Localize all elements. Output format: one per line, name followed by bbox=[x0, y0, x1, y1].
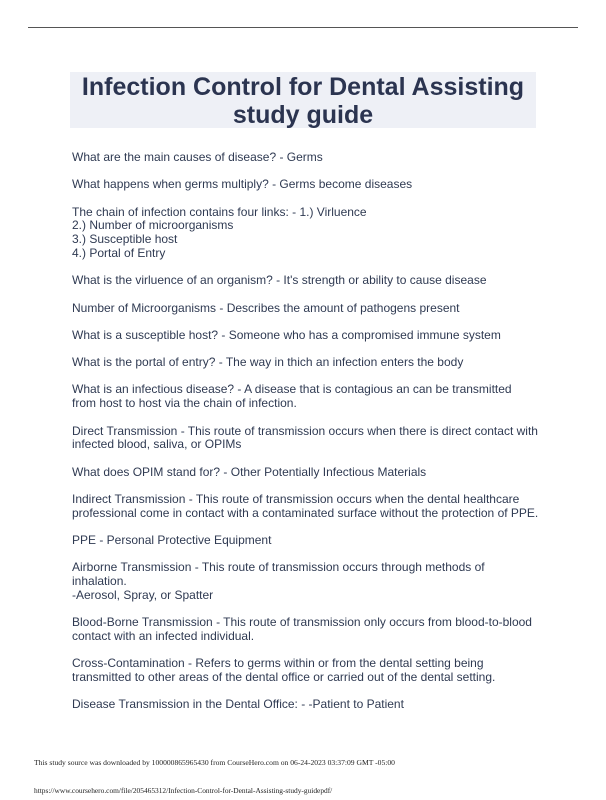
qa-line: What is an infectious disease? - A disease that is contagious an can be transmitted bbox=[72, 382, 512, 397]
top-rule bbox=[28, 27, 578, 28]
qa-entry bbox=[72, 616, 542, 644]
qa-entry bbox=[72, 206, 542, 261]
qa-line: from host to host via the chain of infection. bbox=[72, 396, 297, 411]
qa-entry bbox=[72, 356, 542, 370]
qa-line: What is a susceptible host? - Someone who has a compromised immune system bbox=[72, 327, 501, 342]
qa-line: 2.) Number of microorganisms bbox=[72, 218, 234, 233]
qa-entry bbox=[72, 698, 542, 712]
qa-line: Number of Microorganisms - Describes the amount of pathogens present bbox=[72, 300, 460, 315]
qa-line: inhalation. bbox=[72, 574, 127, 589]
qa-line: Indirect Transmission - This route of transmission occurs when the dental healthcare bbox=[72, 491, 520, 506]
qa-line: Direct Transmission - This route of transmission occurs when there is direct contact with bbox=[72, 423, 538, 438]
qa-line: contact with an infected individual. bbox=[72, 629, 255, 644]
title-line-1: Infection Control for Dental Assisting bbox=[81, 73, 525, 101]
qa-line: Airborne Transmission - This route of transmission occurs through methods of bbox=[72, 560, 485, 575]
qa-entry bbox=[72, 178, 542, 192]
qa-entry bbox=[72, 534, 542, 548]
qa-line: Blood-Borne Transmission - This route of transmission only occurs from blood-to-blood bbox=[72, 615, 532, 630]
qa-entry bbox=[72, 657, 542, 685]
download-source-note: This study source was downloaded by 100000865965430 from CourseHero.com on 06-24-2023 03:37:09 GMT -05:00 bbox=[34, 758, 395, 767]
title-line-2: study guide bbox=[232, 101, 374, 129]
qa-line: What is the portal of entry? - The way in thich an infection enters the body bbox=[72, 355, 464, 370]
qa-entry bbox=[72, 493, 542, 521]
qa-entry bbox=[72, 561, 542, 602]
qa-line: Cross-Contamination - Refers to germs within or from the dental setting being bbox=[72, 656, 484, 671]
study-guide-content bbox=[72, 151, 542, 726]
qa-entry bbox=[72, 425, 542, 453]
qa-line: professional come in contact with a contaminated surface without the protection of PPE. bbox=[72, 505, 539, 520]
qa-line: What is the virluence of an organism? - It's strength or ability to cause disease bbox=[72, 273, 487, 288]
qa-line: What are the main causes of disease? - Germs bbox=[72, 150, 323, 164]
qa-line: 4.) Portal of Entry bbox=[72, 245, 166, 260]
qa-line: 3.) Susceptible host bbox=[72, 232, 178, 247]
qa-entry bbox=[72, 302, 542, 316]
qa-line: -Aerosol, Spray, or Spatter bbox=[72, 587, 214, 602]
qa-entry bbox=[72, 274, 542, 288]
qa-line: Disease Transmission in the Dental Office: - -Patient to Patient bbox=[72, 697, 404, 712]
qa-entry bbox=[72, 329, 542, 343]
qa-line: PPE - Personal Protective Equipment bbox=[72, 533, 272, 548]
qa-entry bbox=[72, 151, 542, 165]
qa-line: transmitted to other areas of the dental office or carried out of the dental setting. bbox=[72, 670, 496, 685]
source-url: https://www.coursehero.com/file/205465312/Infection-Control-for-Dental-Assisting-study-guidepdf/ bbox=[34, 786, 333, 795]
qa-entry bbox=[72, 466, 542, 480]
qa-line: infected blood, saliva, or OPIMs bbox=[72, 437, 242, 452]
qa-line: What happens when germs multiply? - Germs become diseases bbox=[72, 177, 413, 192]
qa-line: The chain of infection contains four links: - 1.) Virluence bbox=[72, 204, 367, 219]
qa-line: What does OPIM stand for? - Other Potentially Infectious Materials bbox=[72, 464, 427, 479]
title-box bbox=[70, 72, 536, 128]
qa-entry bbox=[72, 383, 542, 411]
document-title bbox=[70, 72, 536, 129]
